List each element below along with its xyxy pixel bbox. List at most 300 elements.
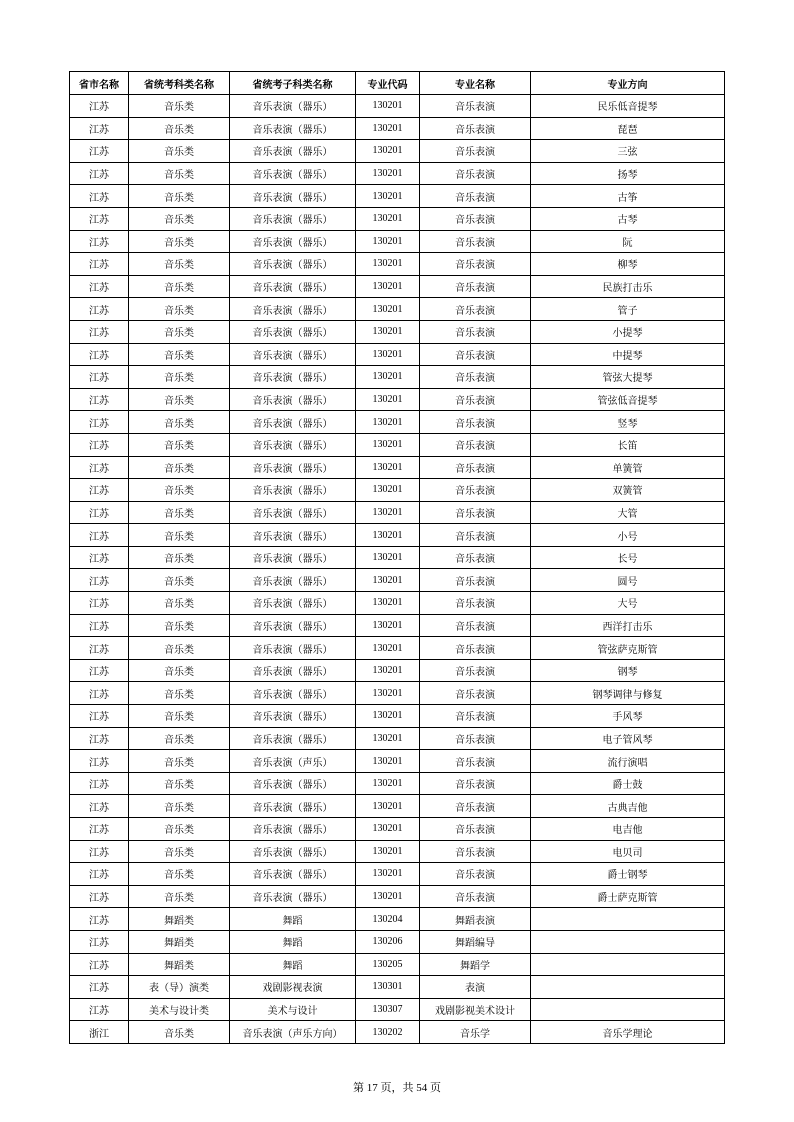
province-cell: 江苏 bbox=[70, 253, 129, 276]
major-code-cell: 130201 bbox=[356, 659, 420, 682]
major-name-cell: 音乐表演 bbox=[420, 750, 531, 773]
table-header bbox=[70, 72, 725, 95]
exam-category-cell: 音乐类 bbox=[129, 524, 230, 547]
major-direction-cell: 中提琴 bbox=[531, 343, 725, 366]
province-cell: 江苏 bbox=[70, 479, 129, 502]
major-code-cell: 130201 bbox=[356, 366, 420, 389]
province-cell: 江苏 bbox=[70, 275, 129, 298]
exam-subcategory-cell: 音乐表演（器乐） bbox=[230, 592, 356, 615]
exam-category-cell: 音乐类 bbox=[129, 705, 230, 728]
major-code-cell: 130201 bbox=[356, 614, 420, 637]
province-cell: 江苏 bbox=[70, 230, 129, 253]
table-row bbox=[70, 546, 725, 569]
major-name-cell: 音乐表演 bbox=[420, 185, 531, 208]
province-cell: 江苏 bbox=[70, 140, 129, 163]
major-code-cell: 130201 bbox=[356, 727, 420, 750]
header-major-code: 专业代码 bbox=[356, 72, 420, 95]
province-cell: 江苏 bbox=[70, 885, 129, 908]
major-direction-cell bbox=[531, 930, 725, 953]
major-code-cell: 130201 bbox=[356, 569, 420, 592]
table-row bbox=[70, 772, 725, 795]
major-direction-cell: 柳琴 bbox=[531, 253, 725, 276]
table-row bbox=[70, 885, 725, 908]
major-name-cell: 戏剧影视美术设计 bbox=[420, 998, 531, 1021]
major-direction-cell: 阮 bbox=[531, 230, 725, 253]
table-row bbox=[70, 840, 725, 863]
major-direction-cell: 圆号 bbox=[531, 569, 725, 592]
major-name-cell: 表演 bbox=[420, 976, 531, 999]
province-cell: 江苏 bbox=[70, 727, 129, 750]
major-direction-cell: 双簧管 bbox=[531, 479, 725, 502]
exam-subcategory-cell: 音乐表演（器乐） bbox=[230, 501, 356, 524]
exam-subcategory-cell: 音乐表演（器乐） bbox=[230, 366, 356, 389]
exam-category-cell: 音乐类 bbox=[129, 298, 230, 321]
table-row bbox=[70, 95, 725, 118]
major-name-cell: 音乐表演 bbox=[420, 637, 531, 660]
exam-subcategory-cell: 音乐表演（器乐） bbox=[230, 140, 356, 163]
exam-category-cell: 音乐类 bbox=[129, 140, 230, 163]
major-code-cell: 130201 bbox=[356, 501, 420, 524]
exam-category-cell: 音乐类 bbox=[129, 614, 230, 637]
major-direction-cell: 管弦萨克斯管 bbox=[531, 637, 725, 660]
major-name-cell: 音乐表演 bbox=[420, 320, 531, 343]
exam-subcategory-cell: 音乐表演（器乐） bbox=[230, 456, 356, 479]
major-direction-cell: 西洋打击乐 bbox=[531, 614, 725, 637]
exam-category-cell: 音乐类 bbox=[129, 682, 230, 705]
province-cell: 江苏 bbox=[70, 546, 129, 569]
major-name-cell: 音乐表演 bbox=[420, 162, 531, 185]
exam-subcategory-cell: 音乐表演（器乐） bbox=[230, 705, 356, 728]
province-cell: 江苏 bbox=[70, 863, 129, 886]
exam-subcategory-cell: 音乐表演（器乐） bbox=[230, 546, 356, 569]
table-row bbox=[70, 727, 725, 750]
table-row bbox=[70, 976, 725, 999]
table-body bbox=[70, 95, 725, 1044]
major-direction-cell: 民族打击乐 bbox=[531, 275, 725, 298]
table-row bbox=[70, 930, 725, 953]
province-cell: 江苏 bbox=[70, 750, 129, 773]
table-row bbox=[70, 569, 725, 592]
header-row bbox=[70, 72, 725, 95]
header-major-direction: 专业方向 bbox=[531, 72, 725, 95]
exam-category-cell: 音乐类 bbox=[129, 320, 230, 343]
major-direction-cell: 单簧管 bbox=[531, 456, 725, 479]
major-direction-cell: 小号 bbox=[531, 524, 725, 547]
exam-category-cell: 音乐类 bbox=[129, 388, 230, 411]
header-exam-subcategory: 省统考子科类名称 bbox=[230, 72, 356, 95]
major-name-cell: 音乐表演 bbox=[420, 705, 531, 728]
table-row bbox=[70, 637, 725, 660]
province-cell: 江苏 bbox=[70, 772, 129, 795]
table-row bbox=[70, 366, 725, 389]
major-code-cell: 130201 bbox=[356, 275, 420, 298]
major-direction-cell: 扬琴 bbox=[531, 162, 725, 185]
exam-category-cell: 音乐类 bbox=[129, 253, 230, 276]
major-name-cell: 音乐表演 bbox=[420, 772, 531, 795]
exam-category-cell: 音乐类 bbox=[129, 659, 230, 682]
exam-subcategory-cell: 音乐表演（器乐） bbox=[230, 818, 356, 841]
major-direction-cell: 古典吉他 bbox=[531, 795, 725, 818]
major-direction-cell: 管弦大提琴 bbox=[531, 366, 725, 389]
major-name-cell: 音乐表演 bbox=[420, 795, 531, 818]
major-code-cell: 130201 bbox=[356, 230, 420, 253]
province-cell: 江苏 bbox=[70, 998, 129, 1021]
province-cell: 江苏 bbox=[70, 614, 129, 637]
exam-subcategory-cell: 音乐表演（器乐） bbox=[230, 411, 356, 434]
exam-category-cell: 舞蹈类 bbox=[129, 930, 230, 953]
exam-category-cell: 音乐类 bbox=[129, 885, 230, 908]
major-name-cell: 音乐表演 bbox=[420, 411, 531, 434]
exam-category-cell: 舞蹈类 bbox=[129, 908, 230, 931]
major-code-cell: 130301 bbox=[356, 976, 420, 999]
exam-category-cell: 音乐类 bbox=[129, 275, 230, 298]
exam-category-cell: 音乐类 bbox=[129, 456, 230, 479]
major-name-cell: 音乐表演 bbox=[420, 230, 531, 253]
major-code-cell: 130206 bbox=[356, 930, 420, 953]
exam-subcategory-cell: 音乐表演（器乐） bbox=[230, 614, 356, 637]
major-direction-cell: 钢琴 bbox=[531, 659, 725, 682]
major-code-cell: 130201 bbox=[356, 818, 420, 841]
province-cell: 江苏 bbox=[70, 343, 129, 366]
exam-subcategory-cell: 戏剧影视表演 bbox=[230, 976, 356, 999]
major-direction-cell: 流行演唱 bbox=[531, 750, 725, 773]
province-cell: 江苏 bbox=[70, 659, 129, 682]
major-code-cell: 130204 bbox=[356, 908, 420, 931]
major-direction-cell: 小提琴 bbox=[531, 320, 725, 343]
province-cell: 江苏 bbox=[70, 411, 129, 434]
major-code-cell: 130201 bbox=[356, 456, 420, 479]
exam-category-cell: 音乐类 bbox=[129, 117, 230, 140]
major-direction-cell bbox=[531, 953, 725, 976]
major-code-cell: 130201 bbox=[356, 524, 420, 547]
province-cell: 江苏 bbox=[70, 976, 129, 999]
major-code-cell: 130201 bbox=[356, 388, 420, 411]
major-direction-cell: 琵琶 bbox=[531, 117, 725, 140]
major-direction-cell: 竖琴 bbox=[531, 411, 725, 434]
major-direction-cell: 三弦 bbox=[531, 140, 725, 163]
exam-subcategory-cell: 音乐表演（器乐） bbox=[230, 682, 356, 705]
table-row bbox=[70, 343, 725, 366]
table-row bbox=[70, 388, 725, 411]
table-row bbox=[70, 140, 725, 163]
major-code-cell: 130201 bbox=[356, 592, 420, 615]
major-name-cell: 音乐表演 bbox=[420, 298, 531, 321]
major-name-cell: 音乐表演 bbox=[420, 569, 531, 592]
major-name-cell: 音乐表演 bbox=[420, 614, 531, 637]
major-direction-cell: 爵士钢琴 bbox=[531, 863, 725, 886]
exam-category-cell: 音乐类 bbox=[129, 569, 230, 592]
major-code-cell: 130201 bbox=[356, 207, 420, 230]
table-row bbox=[70, 207, 725, 230]
major-name-cell: 音乐表演 bbox=[420, 479, 531, 502]
table-row bbox=[70, 1021, 725, 1044]
major-direction-cell bbox=[531, 976, 725, 999]
major-direction-cell: 民乐低音提琴 bbox=[531, 95, 725, 118]
major-name-cell: 音乐表演 bbox=[420, 818, 531, 841]
province-cell: 江苏 bbox=[70, 207, 129, 230]
province-cell: 江苏 bbox=[70, 298, 129, 321]
exam-category-cell: 音乐类 bbox=[129, 343, 230, 366]
exam-category-cell: 音乐类 bbox=[129, 95, 230, 118]
exam-category-cell: 音乐类 bbox=[129, 546, 230, 569]
exam-subcategory-cell: 音乐表演（器乐） bbox=[230, 479, 356, 502]
province-cell: 江苏 bbox=[70, 524, 129, 547]
major-code-cell: 130202 bbox=[356, 1021, 420, 1044]
province-cell: 江苏 bbox=[70, 637, 129, 660]
major-name-cell: 音乐表演 bbox=[420, 388, 531, 411]
exam-category-cell: 舞蹈类 bbox=[129, 953, 230, 976]
exam-subcategory-cell: 音乐表演（器乐） bbox=[230, 569, 356, 592]
exam-category-cell: 美术与设计类 bbox=[129, 998, 230, 1021]
major-direction-cell: 管子 bbox=[531, 298, 725, 321]
major-code-cell: 130205 bbox=[356, 953, 420, 976]
major-code-cell: 130201 bbox=[356, 772, 420, 795]
major-name-cell: 音乐表演 bbox=[420, 501, 531, 524]
major-direction-cell: 爵士萨克斯管 bbox=[531, 885, 725, 908]
major-name-cell: 音乐表演 bbox=[420, 275, 531, 298]
major-direction-cell: 手风琴 bbox=[531, 705, 725, 728]
major-code-cell: 130201 bbox=[356, 433, 420, 456]
exam-category-cell: 音乐类 bbox=[129, 501, 230, 524]
major-code-cell: 130201 bbox=[356, 840, 420, 863]
major-name-cell: 音乐表演 bbox=[420, 366, 531, 389]
exam-subcategory-cell: 音乐表演（声乐方向） bbox=[230, 1021, 356, 1044]
province-cell: 江苏 bbox=[70, 501, 129, 524]
table-row bbox=[70, 501, 725, 524]
major-name-cell: 音乐表演 bbox=[420, 840, 531, 863]
major-code-cell: 130201 bbox=[356, 795, 420, 818]
province-cell: 江苏 bbox=[70, 818, 129, 841]
table-row bbox=[70, 479, 725, 502]
major-code-cell: 130201 bbox=[356, 343, 420, 366]
major-name-cell: 音乐表演 bbox=[420, 546, 531, 569]
exam-subcategory-cell: 音乐表演（器乐） bbox=[230, 388, 356, 411]
major-code-cell: 130201 bbox=[356, 185, 420, 208]
province-cell: 江苏 bbox=[70, 705, 129, 728]
province-cell: 江苏 bbox=[70, 388, 129, 411]
table-row bbox=[70, 433, 725, 456]
exam-category-cell: 音乐类 bbox=[129, 366, 230, 389]
exam-subcategory-cell: 音乐表演（器乐） bbox=[230, 433, 356, 456]
exam-category-cell: 音乐类 bbox=[129, 185, 230, 208]
major-code-cell: 130201 bbox=[356, 750, 420, 773]
table-row bbox=[70, 320, 725, 343]
major-code-cell: 130201 bbox=[356, 682, 420, 705]
exam-subcategory-cell: 音乐表演（声乐） bbox=[230, 750, 356, 773]
table-row bbox=[70, 592, 725, 615]
exam-subcategory-cell: 音乐表演（器乐） bbox=[230, 162, 356, 185]
exam-category-cell: 音乐类 bbox=[129, 433, 230, 456]
exam-subcategory-cell: 音乐表演（器乐） bbox=[230, 298, 356, 321]
province-cell: 江苏 bbox=[70, 366, 129, 389]
table-row bbox=[70, 682, 725, 705]
province-cell: 江苏 bbox=[70, 433, 129, 456]
province-cell: 江苏 bbox=[70, 162, 129, 185]
exam-category-cell: 音乐类 bbox=[129, 772, 230, 795]
major-code-cell: 130201 bbox=[356, 117, 420, 140]
table-row bbox=[70, 185, 725, 208]
major-direction-cell: 长号 bbox=[531, 546, 725, 569]
exam-subcategory-cell: 音乐表演（器乐） bbox=[230, 885, 356, 908]
major-code-cell: 130201 bbox=[356, 253, 420, 276]
major-code-cell: 130201 bbox=[356, 863, 420, 886]
major-code-cell: 130307 bbox=[356, 998, 420, 1021]
exam-category-cell: 音乐类 bbox=[129, 795, 230, 818]
major-direction-cell: 电子管风琴 bbox=[531, 727, 725, 750]
exam-subcategory-cell: 音乐表演（器乐） bbox=[230, 95, 356, 118]
table-row bbox=[70, 456, 725, 479]
major-code-cell: 130201 bbox=[356, 479, 420, 502]
exam-subcategory-cell: 音乐表演（器乐） bbox=[230, 840, 356, 863]
exam-subcategory-cell: 音乐表演（器乐） bbox=[230, 185, 356, 208]
major-direction-cell: 电吉他 bbox=[531, 818, 725, 841]
table-row bbox=[70, 162, 725, 185]
major-name-cell: 舞蹈学 bbox=[420, 953, 531, 976]
table-row bbox=[70, 117, 725, 140]
exam-subcategory-cell: 音乐表演（器乐） bbox=[230, 320, 356, 343]
major-direction-cell: 音乐学理论 bbox=[531, 1021, 725, 1044]
table-row bbox=[70, 659, 725, 682]
major-direction-cell: 大号 bbox=[531, 592, 725, 615]
exam-category-cell: 音乐类 bbox=[129, 207, 230, 230]
exam-subcategory-cell: 音乐表演（器乐） bbox=[230, 727, 356, 750]
exam-category-cell: 音乐类 bbox=[129, 230, 230, 253]
header-exam-category: 省统考科类名称 bbox=[129, 72, 230, 95]
exam-subcategory-cell: 音乐表演（器乐） bbox=[230, 659, 356, 682]
province-cell: 江苏 bbox=[70, 456, 129, 479]
major-code-cell: 130201 bbox=[356, 411, 420, 434]
major-code-cell: 130201 bbox=[356, 320, 420, 343]
exam-subcategory-cell: 音乐表演（器乐） bbox=[230, 207, 356, 230]
exam-category-cell: 音乐类 bbox=[129, 840, 230, 863]
header-province: 省市名称 bbox=[70, 72, 129, 95]
exam-subcategory-cell: 舞蹈 bbox=[230, 908, 356, 931]
major-name-cell: 音乐表演 bbox=[420, 117, 531, 140]
major-code-cell: 130201 bbox=[356, 885, 420, 908]
table-row bbox=[70, 614, 725, 637]
table-row bbox=[70, 818, 725, 841]
major-direction-cell: 大管 bbox=[531, 501, 725, 524]
exam-subcategory-cell: 美术与设计 bbox=[230, 998, 356, 1021]
province-cell: 江苏 bbox=[70, 117, 129, 140]
exam-subcategory-cell: 舞蹈 bbox=[230, 953, 356, 976]
exam-category-cell: 音乐类 bbox=[129, 479, 230, 502]
exam-subcategory-cell: 音乐表演（器乐） bbox=[230, 230, 356, 253]
province-cell: 浙江 bbox=[70, 1021, 129, 1044]
program-table bbox=[69, 71, 725, 1044]
table-row bbox=[70, 998, 725, 1021]
province-cell: 江苏 bbox=[70, 930, 129, 953]
major-code-cell: 130201 bbox=[356, 546, 420, 569]
table-row bbox=[70, 230, 725, 253]
major-direction-cell: 长笛 bbox=[531, 433, 725, 456]
major-code-cell: 130201 bbox=[356, 140, 420, 163]
major-name-cell: 音乐表演 bbox=[420, 682, 531, 705]
major-name-cell: 舞蹈表演 bbox=[420, 908, 531, 931]
major-name-cell: 音乐表演 bbox=[420, 863, 531, 886]
exam-subcategory-cell: 音乐表演（器乐） bbox=[230, 637, 356, 660]
exam-subcategory-cell: 音乐表演（器乐） bbox=[230, 795, 356, 818]
major-code-cell: 130201 bbox=[356, 95, 420, 118]
major-code-cell: 130201 bbox=[356, 298, 420, 321]
table-row bbox=[70, 705, 725, 728]
header-major-name: 专业名称 bbox=[420, 72, 531, 95]
province-cell: 江苏 bbox=[70, 320, 129, 343]
major-direction-cell bbox=[531, 998, 725, 1021]
major-direction-cell: 管弦低音提琴 bbox=[531, 388, 725, 411]
major-name-cell: 音乐表演 bbox=[420, 207, 531, 230]
exam-subcategory-cell: 音乐表演（器乐） bbox=[230, 275, 356, 298]
province-cell: 江苏 bbox=[70, 953, 129, 976]
exam-subcategory-cell: 舞蹈 bbox=[230, 930, 356, 953]
major-name-cell: 舞蹈编导 bbox=[420, 930, 531, 953]
table-row bbox=[70, 863, 725, 886]
major-name-cell: 音乐表演 bbox=[420, 659, 531, 682]
major-name-cell: 音乐表演 bbox=[420, 95, 531, 118]
table-row bbox=[70, 953, 725, 976]
exam-subcategory-cell: 音乐表演（器乐） bbox=[230, 343, 356, 366]
major-name-cell: 音乐表演 bbox=[420, 253, 531, 276]
major-direction-cell: 爵士鼓 bbox=[531, 772, 725, 795]
table-row bbox=[70, 908, 725, 931]
exam-subcategory-cell: 音乐表演（器乐） bbox=[230, 524, 356, 547]
province-cell: 江苏 bbox=[70, 569, 129, 592]
major-name-cell: 音乐表演 bbox=[420, 592, 531, 615]
page-footer: 第 17 页，共 54 页 bbox=[353, 1082, 441, 1094]
major-name-cell: 音乐表演 bbox=[420, 727, 531, 750]
province-cell: 江苏 bbox=[70, 592, 129, 615]
exam-category-cell: 音乐类 bbox=[129, 637, 230, 660]
major-code-cell: 130201 bbox=[356, 637, 420, 660]
exam-category-cell: 音乐类 bbox=[129, 727, 230, 750]
table-row bbox=[70, 253, 725, 276]
exam-category-cell: 音乐类 bbox=[129, 411, 230, 434]
major-name-cell: 音乐学 bbox=[420, 1021, 531, 1044]
major-direction-cell: 古琴 bbox=[531, 207, 725, 230]
table-row bbox=[70, 524, 725, 547]
exam-category-cell: 音乐类 bbox=[129, 592, 230, 615]
table-row bbox=[70, 795, 725, 818]
major-name-cell: 音乐表演 bbox=[420, 140, 531, 163]
major-name-cell: 音乐表演 bbox=[420, 343, 531, 366]
province-cell: 江苏 bbox=[70, 95, 129, 118]
exam-category-cell: 音乐类 bbox=[129, 162, 230, 185]
major-direction-cell: 电贝司 bbox=[531, 840, 725, 863]
exam-subcategory-cell: 音乐表演（器乐） bbox=[230, 117, 356, 140]
exam-category-cell: 表（导）演类 bbox=[129, 976, 230, 999]
major-code-cell: 130201 bbox=[356, 162, 420, 185]
exam-subcategory-cell: 音乐表演（器乐） bbox=[230, 863, 356, 886]
province-cell: 江苏 bbox=[70, 908, 129, 931]
exam-subcategory-cell: 音乐表演（器乐） bbox=[230, 253, 356, 276]
major-name-cell: 音乐表演 bbox=[420, 456, 531, 479]
table-row bbox=[70, 298, 725, 321]
table-row bbox=[70, 275, 725, 298]
exam-category-cell: 音乐类 bbox=[129, 750, 230, 773]
major-code-cell: 130201 bbox=[356, 705, 420, 728]
major-direction-cell: 古筝 bbox=[531, 185, 725, 208]
exam-category-cell: 音乐类 bbox=[129, 863, 230, 886]
major-direction-cell bbox=[531, 908, 725, 931]
exam-category-cell: 音乐类 bbox=[129, 1021, 230, 1044]
exam-subcategory-cell: 音乐表演（器乐） bbox=[230, 772, 356, 795]
exam-category-cell: 音乐类 bbox=[129, 818, 230, 841]
table-row bbox=[70, 750, 725, 773]
table-row bbox=[70, 411, 725, 434]
major-direction-cell: 钢琴调律与修复 bbox=[531, 682, 725, 705]
province-cell: 江苏 bbox=[70, 682, 129, 705]
major-name-cell: 音乐表演 bbox=[420, 885, 531, 908]
